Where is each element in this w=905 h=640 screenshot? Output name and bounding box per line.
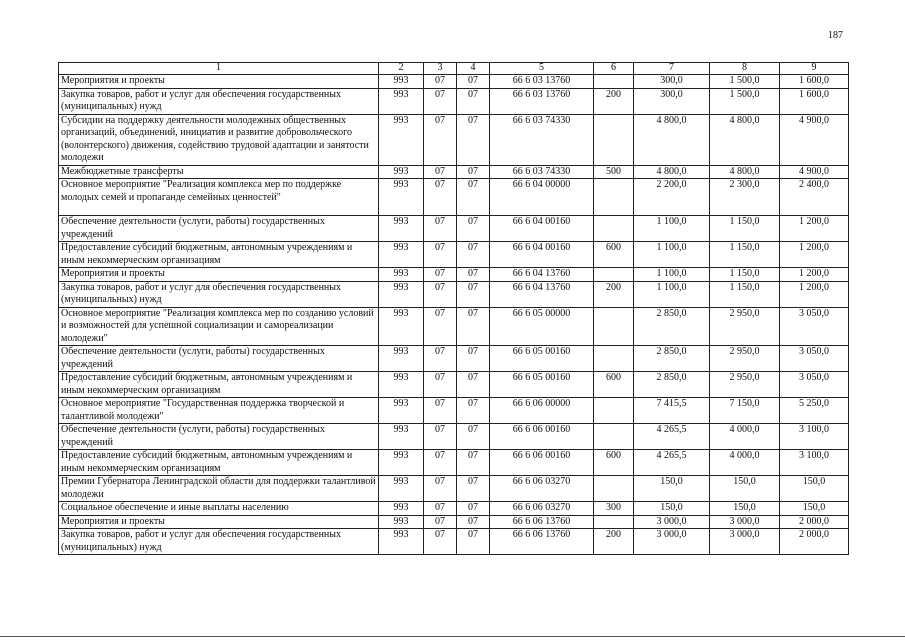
sub-code-cell: 07 bbox=[457, 424, 490, 450]
table-row bbox=[59, 398, 849, 424]
expense-type-code-cell bbox=[594, 268, 634, 282]
sub-code-cell: 07 bbox=[457, 398, 490, 424]
item-name-cell: Социальное обеспечение и иные выплаты населению bbox=[59, 502, 379, 516]
amount-col-8-cell: 2 950,0 bbox=[710, 372, 780, 398]
expense-type-code-cell: 200 bbox=[594, 529, 634, 555]
rz-code-cell: 993 bbox=[379, 307, 424, 346]
pr-code-cell: 07 bbox=[424, 307, 457, 346]
target-article-code-cell: 66 6 06 03270 bbox=[490, 502, 594, 516]
pr-code-cell: 07 bbox=[424, 268, 457, 282]
amount-col-9-cell: 3 100,0 bbox=[780, 450, 849, 476]
pr-code-cell: 07 bbox=[424, 114, 457, 165]
amount-col-7-cell: 4 265,5 bbox=[634, 450, 710, 476]
item-name-cell: Закупка товаров, работ и услуг для обеспечения государственных (муниципальных) нужд bbox=[59, 529, 379, 555]
sub-code-cell: 07 bbox=[457, 450, 490, 476]
target-article-code-cell: 66 6 05 00160 bbox=[490, 372, 594, 398]
table-row bbox=[59, 424, 849, 450]
rz-code-cell: 993 bbox=[379, 75, 424, 89]
table-row bbox=[59, 179, 849, 216]
amount-col-8-cell: 7 150,0 bbox=[710, 398, 780, 424]
expense-type-code-cell: 200 bbox=[594, 281, 634, 307]
amount-col-9-cell: 3 100,0 bbox=[780, 424, 849, 450]
table-row bbox=[59, 529, 849, 555]
expense-type-code-cell bbox=[594, 424, 634, 450]
item-name-cell: Предоставление субсидий бюджетным, автономным учреждениям и иным некоммерческим организациям bbox=[59, 242, 379, 268]
target-article-code-cell: 66 6 06 13760 bbox=[490, 515, 594, 529]
amount-col-7-cell: 1 100,0 bbox=[634, 281, 710, 307]
amount-col-7-cell: 4 800,0 bbox=[634, 165, 710, 179]
amount-col-7-cell: 2 850,0 bbox=[634, 372, 710, 398]
amount-col-7-cell: 150,0 bbox=[634, 476, 710, 502]
sub-code-cell: 07 bbox=[457, 529, 490, 555]
target-article-code-cell: 66 6 04 00000 bbox=[490, 179, 594, 216]
column-header: 4 bbox=[457, 63, 490, 75]
amount-col-8-cell: 1 150,0 bbox=[710, 216, 780, 242]
amount-col-8-cell: 1 150,0 bbox=[710, 242, 780, 268]
sub-code-cell: 07 bbox=[457, 179, 490, 216]
amount-col-7-cell: 2 850,0 bbox=[634, 346, 710, 372]
sub-code-cell: 07 bbox=[457, 307, 490, 346]
target-article-code-cell: 66 6 06 03270 bbox=[490, 476, 594, 502]
table-row bbox=[59, 88, 849, 114]
column-header: 6 bbox=[594, 63, 634, 75]
expense-type-code-cell bbox=[594, 179, 634, 216]
amount-col-7-cell: 2 200,0 bbox=[634, 179, 710, 216]
rz-code-cell: 993 bbox=[379, 88, 424, 114]
amount-col-9-cell: 2 400,0 bbox=[780, 179, 849, 216]
header-row bbox=[59, 63, 849, 75]
amount-col-8-cell: 2 950,0 bbox=[710, 307, 780, 346]
table-row bbox=[59, 372, 849, 398]
expense-type-code-cell bbox=[594, 476, 634, 502]
table-row bbox=[59, 502, 849, 516]
rz-code-cell: 993 bbox=[379, 216, 424, 242]
amount-col-9-cell: 2 000,0 bbox=[780, 529, 849, 555]
amount-col-7-cell: 2 850,0 bbox=[634, 307, 710, 346]
item-name-cell: Мероприятия и проекты bbox=[59, 75, 379, 89]
pr-code-cell: 07 bbox=[424, 216, 457, 242]
column-header: 2 bbox=[379, 63, 424, 75]
amount-col-7-cell: 150,0 bbox=[634, 502, 710, 516]
amount-col-8-cell: 4 000,0 bbox=[710, 450, 780, 476]
table-row bbox=[59, 268, 849, 282]
amount-col-8-cell: 1 500,0 bbox=[710, 75, 780, 89]
item-name-cell: Мероприятия и проекты bbox=[59, 515, 379, 529]
amount-col-9-cell: 2 000,0 bbox=[780, 515, 849, 529]
amount-col-9-cell: 3 050,0 bbox=[780, 346, 849, 372]
rz-code-cell: 993 bbox=[379, 114, 424, 165]
pr-code-cell: 07 bbox=[424, 424, 457, 450]
column-header: 7 bbox=[634, 63, 710, 75]
expense-type-code-cell: 200 bbox=[594, 88, 634, 114]
amount-col-8-cell: 3 000,0 bbox=[710, 529, 780, 555]
amount-col-9-cell: 150,0 bbox=[780, 476, 849, 502]
amount-col-8-cell: 4 800,0 bbox=[710, 114, 780, 165]
expense-type-code-cell: 500 bbox=[594, 165, 634, 179]
column-header: 3 bbox=[424, 63, 457, 75]
table-row bbox=[59, 515, 849, 529]
table-row bbox=[59, 216, 849, 242]
item-name-cell: Обеспечение деятельности (услуги, работы) государственных учреждений bbox=[59, 216, 379, 242]
amount-col-8-cell: 1 500,0 bbox=[710, 88, 780, 114]
pr-code-cell: 07 bbox=[424, 476, 457, 502]
item-name-cell: Межбюджетные трансферты bbox=[59, 165, 379, 179]
target-article-code-cell: 66 6 03 13760 bbox=[490, 88, 594, 114]
item-name-cell: Основное мероприятие "Реализация комплекса мер по созданию условий и возможностей для успешной социализации и самореализации молодежи" bbox=[59, 307, 379, 346]
item-name-cell: Обеспечение деятельности (услуги, работы) государственных учреждений bbox=[59, 424, 379, 450]
table-row bbox=[59, 346, 849, 372]
sub-code-cell: 07 bbox=[457, 502, 490, 516]
table-row bbox=[59, 165, 849, 179]
column-header: 1 bbox=[59, 63, 379, 75]
expense-type-code-cell: 600 bbox=[594, 372, 634, 398]
amount-col-9-cell: 4 900,0 bbox=[780, 165, 849, 179]
expense-type-code-cell bbox=[594, 307, 634, 346]
rz-code-cell: 993 bbox=[379, 372, 424, 398]
pr-code-cell: 07 bbox=[424, 515, 457, 529]
pr-code-cell: 07 bbox=[424, 372, 457, 398]
rz-code-cell: 993 bbox=[379, 502, 424, 516]
item-name-cell: Субсидии на поддержку деятельности молодежных общественных организаций, объединений, инициатив и развитие добровольческого (волонтерского) движения, содействию трудовой адаптации и занятости молодежи bbox=[59, 114, 379, 165]
pr-code-cell: 07 bbox=[424, 179, 457, 216]
rz-code-cell: 993 bbox=[379, 476, 424, 502]
table-row bbox=[59, 281, 849, 307]
budget-table bbox=[58, 62, 849, 555]
item-name-cell: Закупка товаров, работ и услуг для обеспечения государственных (муниципальных) нужд bbox=[59, 88, 379, 114]
item-name-cell: Предоставление субсидий бюджетным, автономным учреждениям и иным некоммерческим организациям bbox=[59, 372, 379, 398]
pr-code-cell: 07 bbox=[424, 398, 457, 424]
amount-col-9-cell: 1 200,0 bbox=[780, 268, 849, 282]
expense-type-code-cell bbox=[594, 515, 634, 529]
target-article-code-cell: 66 6 06 00160 bbox=[490, 424, 594, 450]
expense-type-code-cell bbox=[594, 216, 634, 242]
amount-col-9-cell: 3 050,0 bbox=[780, 372, 849, 398]
target-article-code-cell: 66 6 03 74330 bbox=[490, 165, 594, 179]
target-article-code-cell: 66 6 05 00000 bbox=[490, 307, 594, 346]
sub-code-cell: 07 bbox=[457, 281, 490, 307]
rz-code-cell: 993 bbox=[379, 398, 424, 424]
sub-code-cell: 07 bbox=[457, 165, 490, 179]
table-row bbox=[59, 242, 849, 268]
amount-col-7-cell: 4 265,5 bbox=[634, 424, 710, 450]
target-article-code-cell: 66 6 06 13760 bbox=[490, 529, 594, 555]
table-body bbox=[59, 75, 849, 555]
amount-col-8-cell: 3 000,0 bbox=[710, 515, 780, 529]
amount-col-9-cell: 1 200,0 bbox=[780, 281, 849, 307]
table-row bbox=[59, 114, 849, 165]
target-article-code-cell: 66 6 06 00160 bbox=[490, 450, 594, 476]
target-article-code-cell: 66 6 04 00160 bbox=[490, 242, 594, 268]
rz-code-cell: 993 bbox=[379, 268, 424, 282]
amount-col-9-cell: 1 600,0 bbox=[780, 75, 849, 89]
target-article-code-cell: 66 6 06 00000 bbox=[490, 398, 594, 424]
rz-code-cell: 993 bbox=[379, 165, 424, 179]
rz-code-cell: 993 bbox=[379, 346, 424, 372]
pr-code-cell: 07 bbox=[424, 529, 457, 555]
expense-type-code-cell bbox=[594, 398, 634, 424]
rz-code-cell: 993 bbox=[379, 242, 424, 268]
amount-col-7-cell: 3 000,0 bbox=[634, 529, 710, 555]
sub-code-cell: 07 bbox=[457, 476, 490, 502]
amount-col-7-cell: 1 100,0 bbox=[634, 216, 710, 242]
pr-code-cell: 07 bbox=[424, 165, 457, 179]
item-name-cell: Основное мероприятие "Реализация комплекса мер по поддержке молодых семей и пропаганде семейных ценностей" bbox=[59, 179, 379, 216]
sub-code-cell: 07 bbox=[457, 372, 490, 398]
item-name-cell: Закупка товаров, работ и услуг для обеспечения государственных (муниципальных) нужд bbox=[59, 281, 379, 307]
sub-code-cell: 07 bbox=[457, 75, 490, 89]
item-name-cell: Премии Губернатора Ленинградской области для поддержки талантливой молодежи bbox=[59, 476, 379, 502]
expense-type-code-cell bbox=[594, 346, 634, 372]
target-article-code-cell: 66 6 04 00160 bbox=[490, 216, 594, 242]
amount-col-9-cell: 1 200,0 bbox=[780, 216, 849, 242]
item-name-cell: Основное мероприятие "Государственная поддержка творческой и талантливой молодежи" bbox=[59, 398, 379, 424]
expense-type-code-cell: 300 bbox=[594, 502, 634, 516]
table-row bbox=[59, 75, 849, 89]
target-article-code-cell: 66 6 04 13760 bbox=[490, 268, 594, 282]
amount-col-9-cell: 150,0 bbox=[780, 502, 849, 516]
pr-code-cell: 07 bbox=[424, 281, 457, 307]
amount-col-8-cell: 1 150,0 bbox=[710, 268, 780, 282]
amount-col-8-cell: 150,0 bbox=[710, 502, 780, 516]
column-header: 5 bbox=[490, 63, 594, 75]
pr-code-cell: 07 bbox=[424, 450, 457, 476]
amount-col-9-cell: 1 200,0 bbox=[780, 242, 849, 268]
amount-col-9-cell: 4 900,0 bbox=[780, 114, 849, 165]
amount-col-8-cell: 2 950,0 bbox=[710, 346, 780, 372]
amount-col-8-cell: 2 300,0 bbox=[710, 179, 780, 216]
column-header: 9 bbox=[780, 63, 849, 75]
item-name-cell: Обеспечение деятельности (услуги, работы) государственных учреждений bbox=[59, 346, 379, 372]
sub-code-cell: 07 bbox=[457, 88, 490, 114]
sub-code-cell: 07 bbox=[457, 242, 490, 268]
amount-col-7-cell: 1 100,0 bbox=[634, 268, 710, 282]
column-header: 8 bbox=[710, 63, 780, 75]
amount-col-8-cell: 4 000,0 bbox=[710, 424, 780, 450]
amount-col-9-cell: 5 250,0 bbox=[780, 398, 849, 424]
amount-col-8-cell: 1 150,0 bbox=[710, 281, 780, 307]
target-article-code-cell: 66 6 04 13760 bbox=[490, 281, 594, 307]
table-row bbox=[59, 307, 849, 346]
table-row bbox=[59, 476, 849, 502]
pr-code-cell: 07 bbox=[424, 502, 457, 516]
page-bottom-border bbox=[0, 636, 905, 637]
target-article-code-cell: 66 6 03 74330 bbox=[490, 114, 594, 165]
amount-col-8-cell: 4 800,0 bbox=[710, 165, 780, 179]
amount-col-9-cell: 3 050,0 bbox=[780, 307, 849, 346]
sub-code-cell: 07 bbox=[457, 515, 490, 529]
sub-code-cell: 07 bbox=[457, 346, 490, 372]
pr-code-cell: 07 bbox=[424, 75, 457, 89]
rz-code-cell: 993 bbox=[379, 179, 424, 216]
rz-code-cell: 993 bbox=[379, 281, 424, 307]
rz-code-cell: 993 bbox=[379, 424, 424, 450]
amount-col-9-cell: 1 600,0 bbox=[780, 88, 849, 114]
amount-col-7-cell: 7 415,5 bbox=[634, 398, 710, 424]
pr-code-cell: 07 bbox=[424, 242, 457, 268]
amount-col-8-cell: 150,0 bbox=[710, 476, 780, 502]
item-name-cell: Предоставление субсидий бюджетным, автономным учреждениям и иным некоммерческим организациям bbox=[59, 450, 379, 476]
amount-col-7-cell: 300,0 bbox=[634, 88, 710, 114]
budget-table-sheet bbox=[58, 62, 848, 555]
item-name-cell: Мероприятия и проекты bbox=[59, 268, 379, 282]
amount-col-7-cell: 3 000,0 bbox=[634, 515, 710, 529]
target-article-code-cell: 66 6 03 13760 bbox=[490, 75, 594, 89]
sub-code-cell: 07 bbox=[457, 268, 490, 282]
amount-col-7-cell: 4 800,0 bbox=[634, 114, 710, 165]
pr-code-cell: 07 bbox=[424, 346, 457, 372]
rz-code-cell: 993 bbox=[379, 515, 424, 529]
expense-type-code-cell bbox=[594, 114, 634, 165]
target-article-code-cell: 66 6 05 00160 bbox=[490, 346, 594, 372]
rz-code-cell: 993 bbox=[379, 529, 424, 555]
amount-col-7-cell: 300,0 bbox=[634, 75, 710, 89]
sub-code-cell: 07 bbox=[457, 114, 490, 165]
sub-code-cell: 07 bbox=[457, 216, 490, 242]
rz-code-cell: 993 bbox=[379, 450, 424, 476]
table-row bbox=[59, 450, 849, 476]
expense-type-code-cell bbox=[594, 75, 634, 89]
pr-code-cell: 07 bbox=[424, 88, 457, 114]
expense-type-code-cell: 600 bbox=[594, 242, 634, 268]
expense-type-code-cell: 600 bbox=[594, 450, 634, 476]
page-number: 187 bbox=[828, 30, 843, 41]
amount-col-7-cell: 1 100,0 bbox=[634, 242, 710, 268]
